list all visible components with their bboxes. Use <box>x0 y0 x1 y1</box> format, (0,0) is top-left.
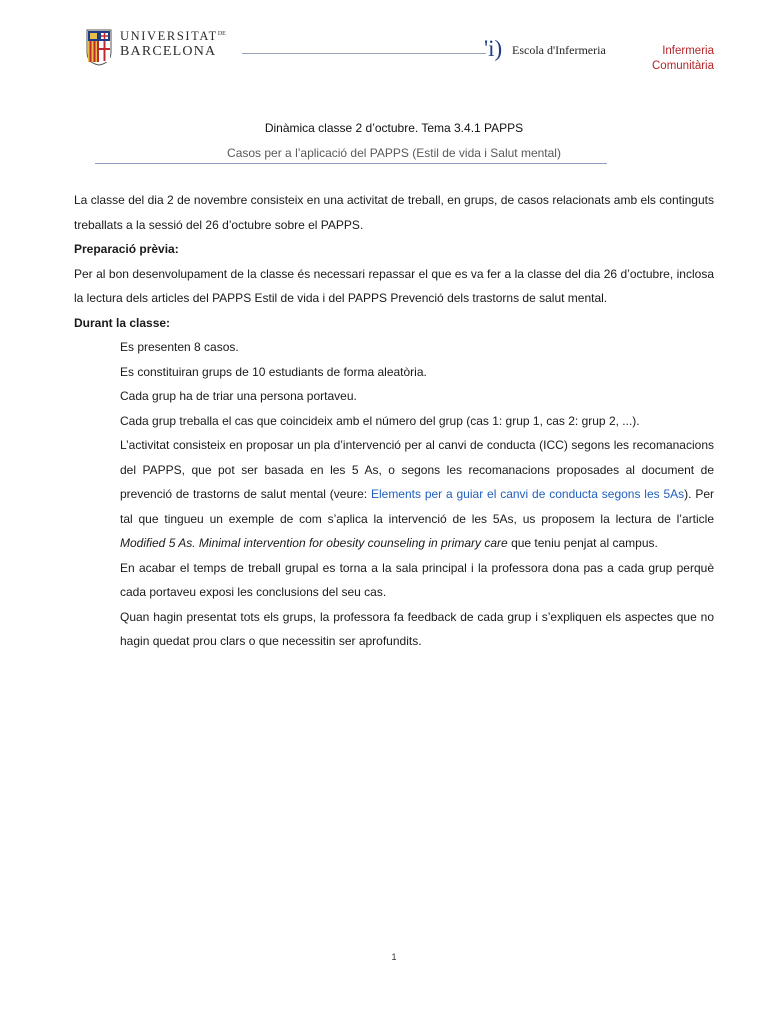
intro-paragraph: La classe del dia 2 de novembre consisteix en una activitat de treball, en grups, de casos relacionats amb els continguts treballats a la sessió del 26 d’octubre sobre el PAPPS. <box>74 193 714 232</box>
list-item: Es presenten 8 casos. <box>120 340 239 354</box>
closing-paragraph-1: En acabar el temps de treball grupal es torna a la sala principal i la professora dona pas a cada grup perquè cada portaveu exposi les conclusions del seu cas. <box>120 560 714 599</box>
university-name-line2: BARCELONA <box>120 43 217 59</box>
document-title: Dinàmica classe 2 d’octubre. Tema 3.4.1 PAPPS <box>264 121 524 135</box>
during-heading: Durant la classe: <box>74 315 171 330</box>
list-item: Cada grup treballa el cas que coincideix amb el número del grup (cas 1: grup 1, cas 2: grup 2, ...). <box>120 413 640 428</box>
activity-text-3: que teniu penjat al campus. <box>507 536 658 550</box>
escola-logo-icon: 'i) <box>484 36 503 61</box>
closing-paragraph-2: Quan hagin presentat tots els grups, la professora fa feedback de cada grup i s’expliquen els aspectes que no hagin quedat prou clars o que necessitin ser aprofundits. <box>120 609 714 648</box>
title-divider <box>95 163 607 164</box>
page-header <box>0 0 768 90</box>
five-as-guide-link[interactable]: Elements per a guiar el canvi de conducta segons les 5As <box>370 487 685 501</box>
university-crest-icon <box>86 28 112 66</box>
activity-text-1: L’activitat consisteix en proposar un pla d’intervenció per al canvi de conducta (ICC) segons les recomanacions del PAPPS, que pot ser basada en les 5 As, o segons les recomanacions proposades al document de prevenció de trastorns de salut mental (veure: <box>120 438 714 501</box>
prep-heading: Preparació prèvia: <box>74 242 179 256</box>
university-name-line1: UNIVERSITAT <box>120 29 218 43</box>
department-line1: Infermeria <box>662 45 714 57</box>
university-name-de: DE <box>217 30 226 37</box>
activity-paragraph <box>120 433 714 556</box>
article-title: Modified 5 As. Minimal intervention for obesity counseling in primary care <box>120 536 508 550</box>
list-item: Es constituiran grups de 10 estudiants de forma aleatòria. <box>120 364 427 379</box>
university-name <box>120 30 226 59</box>
document-subtitle: Casos per a l’aplicació del PAPPS (Estil de vida i Salut mental) <box>227 146 561 160</box>
escola-name: Escola d'Infermeria <box>512 43 606 57</box>
page-number: 1 <box>391 952 397 962</box>
prep-paragraph: Per al bon desenvolupament de la classe és necessari repassar el que es va fer a la classe del dia 26 d’octubre, inclosa la lectura dels articles del PAPPS Estil de vida i del PAPPS Prevenció dels trastorns de salut mental. <box>74 266 714 305</box>
department-label <box>652 44 714 74</box>
document-body <box>74 188 714 654</box>
department-line2: Comunitària <box>652 60 714 72</box>
list-item: Cada grup ha de triar una persona portaveu. <box>120 389 357 403</box>
header-divider <box>242 53 486 54</box>
activity-text-2: ). Per tal que tingueu un exemple de com s’aplica la intervenció de les 5As, us proposem la lectura de l’article <box>120 487 714 526</box>
during-list <box>74 335 714 654</box>
